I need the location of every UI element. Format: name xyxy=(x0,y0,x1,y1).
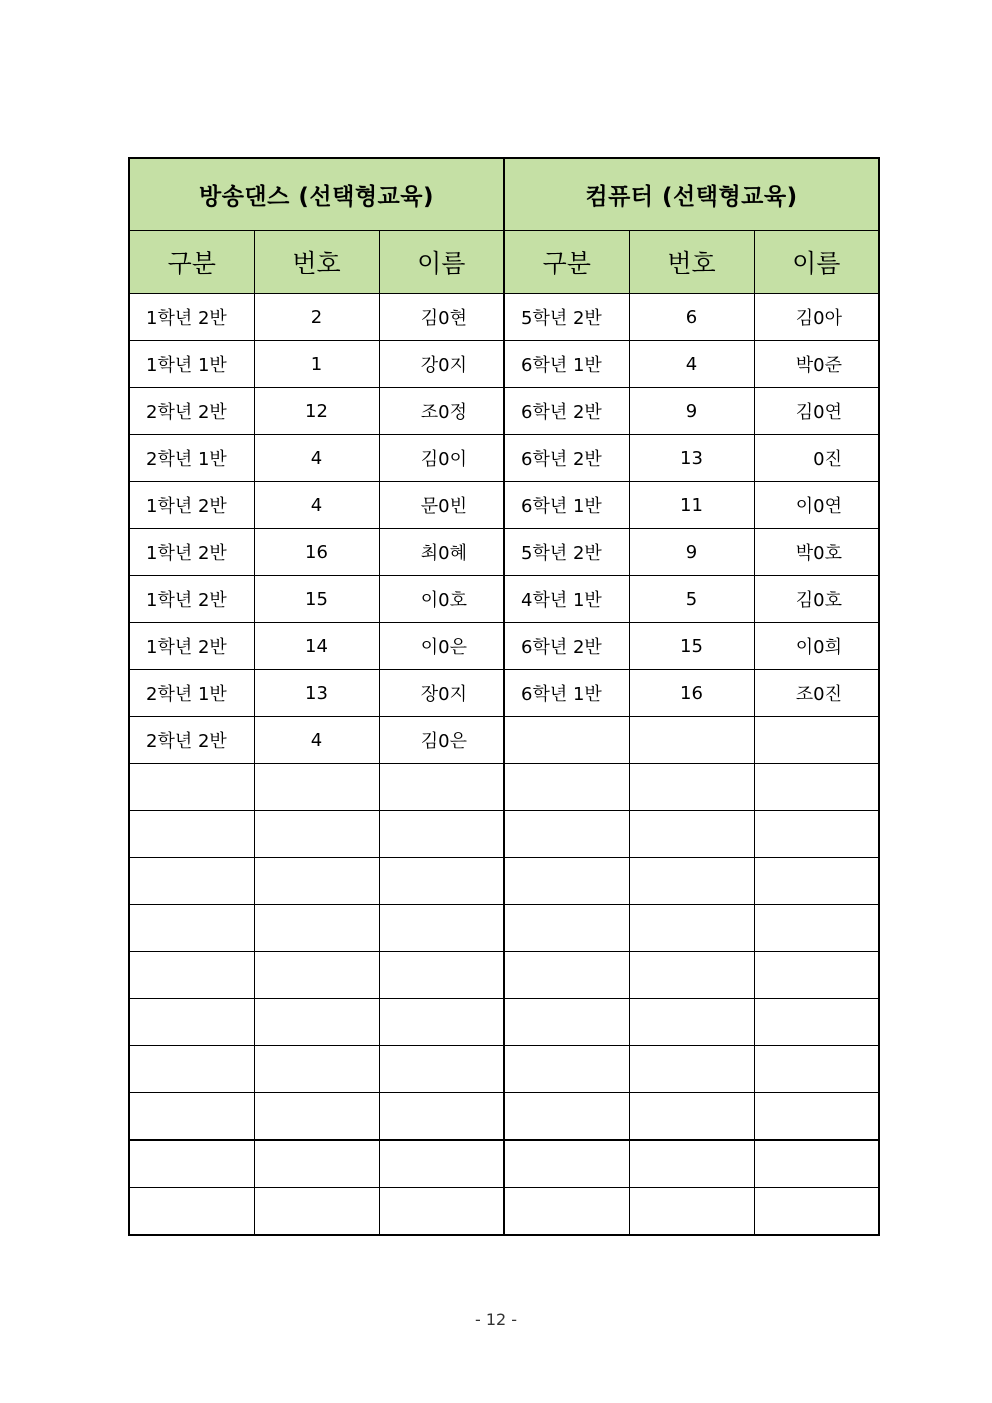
left-number-cell xyxy=(254,858,379,905)
left-class-cell xyxy=(129,764,254,811)
right-number-cell xyxy=(629,999,754,1046)
right-name-cell xyxy=(754,1093,879,1141)
table-row xyxy=(129,1046,879,1093)
right-class-cell xyxy=(504,1188,629,1236)
left-class-cell: 2학년 1반 xyxy=(129,670,254,717)
right-number-cell xyxy=(629,717,754,764)
left-section-title: 방송댄스 (선택형교육) xyxy=(129,158,504,231)
left-class-cell xyxy=(129,858,254,905)
right-name-cell xyxy=(754,858,879,905)
left-name-cell: 김0은 xyxy=(379,717,504,764)
right-section-title: 컴퓨터 (선택형교육) xyxy=(504,158,879,231)
right-name-cell: 박0준 xyxy=(754,341,879,388)
table-row xyxy=(129,717,879,764)
right-number-cell xyxy=(629,1093,754,1141)
right-number-cell: 4 xyxy=(629,341,754,388)
left-number-cell: 13 xyxy=(254,670,379,717)
right-class-cell xyxy=(504,1140,629,1188)
right-name-cell xyxy=(754,952,879,999)
right-header-number: 번호 xyxy=(629,231,754,294)
right-number-cell: 5 xyxy=(629,576,754,623)
table-row xyxy=(129,858,879,905)
right-name-cell: 이0연 xyxy=(754,482,879,529)
left-class-cell: 1학년 1반 xyxy=(129,341,254,388)
left-number-cell xyxy=(254,1188,379,1236)
column-header-row xyxy=(129,231,879,294)
left-name-cell xyxy=(379,764,504,811)
right-name-cell: 김0호 xyxy=(754,576,879,623)
left-class-cell: 1학년 2반 xyxy=(129,576,254,623)
right-name-cell: 이0희 xyxy=(754,623,879,670)
left-number-cell: 4 xyxy=(254,435,379,482)
table-row xyxy=(129,1140,879,1188)
left-number-cell: 4 xyxy=(254,482,379,529)
right-class-cell: 5학년 2반 xyxy=(504,529,629,576)
right-name-cell xyxy=(754,764,879,811)
left-number-cell xyxy=(254,905,379,952)
right-class-cell xyxy=(504,999,629,1046)
right-number-cell: 9 xyxy=(629,388,754,435)
table-row xyxy=(129,905,879,952)
left-number-cell: 15 xyxy=(254,576,379,623)
left-number-cell xyxy=(254,764,379,811)
left-name-cell: 김0이 xyxy=(379,435,504,482)
left-number-cell: 12 xyxy=(254,388,379,435)
right-name-cell: 김0아 xyxy=(754,294,879,341)
right-class-cell xyxy=(504,764,629,811)
left-class-cell xyxy=(129,905,254,952)
table-row xyxy=(129,576,879,623)
left-name-cell xyxy=(379,905,504,952)
table-row xyxy=(129,435,879,482)
left-class-cell: 1학년 2반 xyxy=(129,482,254,529)
roster-table xyxy=(128,157,880,1236)
left-class-cell xyxy=(129,1140,254,1188)
right-name-cell xyxy=(754,1140,879,1188)
left-number-cell xyxy=(254,999,379,1046)
left-class-cell xyxy=(129,1046,254,1093)
table-row xyxy=(129,1093,879,1141)
right-class-cell xyxy=(504,1046,629,1093)
left-name-cell: 장0지 xyxy=(379,670,504,717)
right-number-cell: 16 xyxy=(629,670,754,717)
left-header-name: 이름 xyxy=(379,231,504,294)
left-name-cell xyxy=(379,1188,504,1236)
table-row xyxy=(129,764,879,811)
left-number-cell: 16 xyxy=(254,529,379,576)
table-row xyxy=(129,1188,879,1236)
right-number-cell xyxy=(629,1046,754,1093)
right-class-cell xyxy=(504,1093,629,1141)
table-row xyxy=(129,670,879,717)
left-name-cell xyxy=(379,811,504,858)
page-number: - 12 - xyxy=(474,1310,518,1329)
left-name-cell: 김0현 xyxy=(379,294,504,341)
right-name-cell: 김0연 xyxy=(754,388,879,435)
left-header-class: 구분 xyxy=(129,231,254,294)
right-class-cell: 6학년 1반 xyxy=(504,670,629,717)
table-row xyxy=(129,388,879,435)
left-name-cell xyxy=(379,858,504,905)
left-class-cell: 1학년 2반 xyxy=(129,529,254,576)
right-name-cell xyxy=(754,811,879,858)
left-name-cell: 문0빈 xyxy=(379,482,504,529)
section-title-row xyxy=(129,158,879,231)
right-name-cell: 박0호 xyxy=(754,529,879,576)
left-number-cell: 2 xyxy=(254,294,379,341)
table-row xyxy=(129,341,879,388)
right-name-cell: 조0진 xyxy=(754,670,879,717)
right-number-cell xyxy=(629,952,754,999)
left-class-cell: 2학년 2반 xyxy=(129,717,254,764)
left-name-cell xyxy=(379,1046,504,1093)
right-class-cell xyxy=(504,905,629,952)
right-number-cell xyxy=(629,1188,754,1236)
left-class-cell xyxy=(129,811,254,858)
right-name-cell: 0진 xyxy=(754,435,879,482)
table-row xyxy=(129,482,879,529)
left-header-number: 번호 xyxy=(254,231,379,294)
left-name-cell xyxy=(379,952,504,999)
table-row xyxy=(129,811,879,858)
right-name-cell xyxy=(754,905,879,952)
left-class-cell xyxy=(129,952,254,999)
left-class-cell xyxy=(129,1093,254,1141)
right-header-name: 이름 xyxy=(754,231,879,294)
right-number-cell xyxy=(629,811,754,858)
left-name-cell: 강0지 xyxy=(379,341,504,388)
table-row xyxy=(129,294,879,341)
left-name-cell: 이0은 xyxy=(379,623,504,670)
right-number-cell: 6 xyxy=(629,294,754,341)
right-class-cell xyxy=(504,952,629,999)
right-name-cell xyxy=(754,999,879,1046)
roster-body xyxy=(129,294,879,1236)
right-name-cell xyxy=(754,1046,879,1093)
table-row xyxy=(129,623,879,670)
right-class-cell xyxy=(504,811,629,858)
left-number-cell xyxy=(254,811,379,858)
table-row xyxy=(129,952,879,999)
left-class-cell: 1학년 2반 xyxy=(129,294,254,341)
left-number-cell: 14 xyxy=(254,623,379,670)
table-row xyxy=(129,999,879,1046)
left-class-cell: 2학년 1반 xyxy=(129,435,254,482)
left-name-cell: 이0호 xyxy=(379,576,504,623)
right-class-cell: 6학년 2반 xyxy=(504,388,629,435)
left-name-cell: 최0혜 xyxy=(379,529,504,576)
right-number-cell: 13 xyxy=(629,435,754,482)
right-class-cell: 6학년 2반 xyxy=(504,623,629,670)
left-class-cell: 1학년 2반 xyxy=(129,623,254,670)
right-class-cell: 6학년 1반 xyxy=(504,341,629,388)
right-name-cell xyxy=(754,717,879,764)
left-number-cell xyxy=(254,1046,379,1093)
right-class-cell: 6학년 2반 xyxy=(504,435,629,482)
left-name-cell: 조0정 xyxy=(379,388,504,435)
right-number-cell: 11 xyxy=(629,482,754,529)
left-number-cell: 1 xyxy=(254,341,379,388)
right-name-cell xyxy=(754,1188,879,1236)
left-class-cell xyxy=(129,1188,254,1236)
table-row xyxy=(129,529,879,576)
left-name-cell xyxy=(379,1093,504,1141)
left-number-cell xyxy=(254,1140,379,1188)
left-class-cell xyxy=(129,999,254,1046)
right-number-cell: 15 xyxy=(629,623,754,670)
left-number-cell: 4 xyxy=(254,717,379,764)
left-name-cell xyxy=(379,1140,504,1188)
right-number-cell xyxy=(629,764,754,811)
right-class-cell xyxy=(504,858,629,905)
right-class-cell: 6학년 1반 xyxy=(504,482,629,529)
left-name-cell xyxy=(379,999,504,1046)
right-class-cell: 5학년 2반 xyxy=(504,294,629,341)
right-number-cell xyxy=(629,1140,754,1188)
right-number-cell xyxy=(629,905,754,952)
right-class-cell xyxy=(504,717,629,764)
left-number-cell xyxy=(254,1093,379,1141)
right-number-cell xyxy=(629,858,754,905)
left-number-cell xyxy=(254,952,379,999)
right-header-class: 구분 xyxy=(504,231,629,294)
right-number-cell: 9 xyxy=(629,529,754,576)
left-class-cell: 2학년 2반 xyxy=(129,388,254,435)
right-class-cell: 4학년 1반 xyxy=(504,576,629,623)
